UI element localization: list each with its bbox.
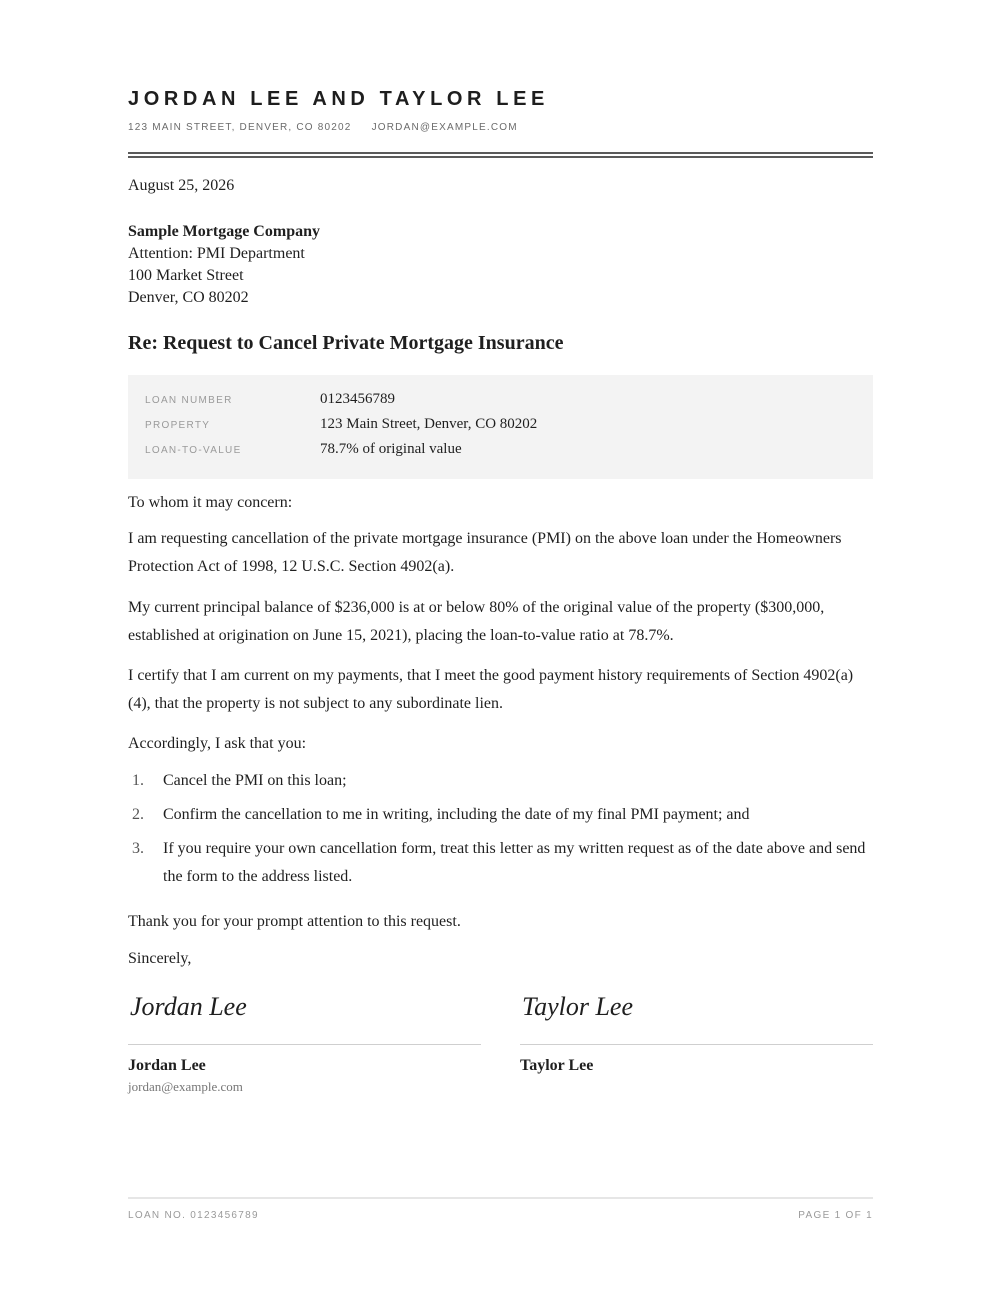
recipient-attention: Attention: PMI Department xyxy=(128,245,305,262)
sender-email: JORDAN@EXAMPLE.COM xyxy=(371,122,518,133)
list-intro: Accordingly, I ask that you: xyxy=(128,735,307,752)
recipient-company: Sample Mortgage Company xyxy=(128,223,320,240)
header-divider xyxy=(128,152,873,154)
recipient-city: Denver, CO 80202 xyxy=(128,289,249,306)
body-paragraph: My current principal balance of $236,000 is at or below 80% of the original value of the property ($300,000, established at origination on June 15, 2021), placing the loan-to-value ratio at 78.7%. xyxy=(128,599,825,644)
detail-value: 123 Main Street, Denver, CO 80202 xyxy=(320,416,538,432)
loan-details-box xyxy=(128,375,873,479)
sender-contact xyxy=(128,122,518,133)
request-text: If you require your own cancellation form, treat this letter as my written request as of the date above and send the form to the address listed. xyxy=(163,840,866,885)
footer-divider xyxy=(128,1197,873,1199)
signer-name: Taylor Lee xyxy=(520,1057,594,1074)
detail-label: PROPERTY xyxy=(145,420,211,431)
signature-block-jordan xyxy=(128,992,481,1095)
detail-value: 0123456789 xyxy=(320,391,395,407)
subject-line: Re: Request to Cancel Private Mortgage Insurance xyxy=(128,332,564,354)
request-number: 1. xyxy=(132,772,144,789)
closing-line: Sincerely, xyxy=(128,950,192,967)
handwritten-signature: Jordan Lee xyxy=(130,992,247,1021)
request-text: Cancel the PMI on this loan; xyxy=(163,772,347,789)
footer-loan-number: LOAN NO. 0123456789 xyxy=(128,1210,259,1221)
thanks-line: Thank you for your prompt attention to this request. xyxy=(128,913,461,930)
sender-name: JORDAN LEE AND TAYLOR LEE xyxy=(128,88,549,110)
signature-block-taylor xyxy=(520,992,873,1075)
signer-email: jordan@example.com xyxy=(128,1079,243,1094)
letter-page xyxy=(128,0,873,1294)
request-number: 3. xyxy=(132,840,144,857)
footer-page-number: PAGE 1 OF 1 xyxy=(798,1210,873,1221)
letter-date: August 25, 2026 xyxy=(128,177,235,194)
signer-name: Jordan Lee xyxy=(128,1057,206,1074)
detail-label: LOAN NUMBER xyxy=(145,395,233,406)
recipient-address xyxy=(128,221,320,309)
request-text: Confirm the cancellation to me in writing, including the date of my final PMI payment; and xyxy=(163,806,750,823)
recipient-street: 100 Market Street xyxy=(128,267,244,284)
detail-value: 78.7% of original value xyxy=(320,441,462,457)
salutation: To whom it may concern: xyxy=(128,494,293,511)
signature-line xyxy=(520,1044,873,1045)
request-number: 2. xyxy=(132,806,144,823)
sender-address: 123 MAIN STREET, DENVER, CO 80202 xyxy=(128,122,352,133)
detail-label: LOAN-TO-VALUE xyxy=(145,445,242,456)
body-paragraph: I certify that I am current on my payments, that I meet the good payment history requirements of Section 4902(a)(4), that the property is not subject to any subordinate lien. xyxy=(128,667,854,712)
signature-line xyxy=(128,1044,481,1045)
handwritten-signature: Taylor Lee xyxy=(522,992,633,1021)
body-paragraph: I am requesting cancellation of the private mortgage insurance (PMI) on the above loan under the Homeowners Protection Act of 1998, 12 U.S.C. Section 4902(a). xyxy=(128,530,842,575)
